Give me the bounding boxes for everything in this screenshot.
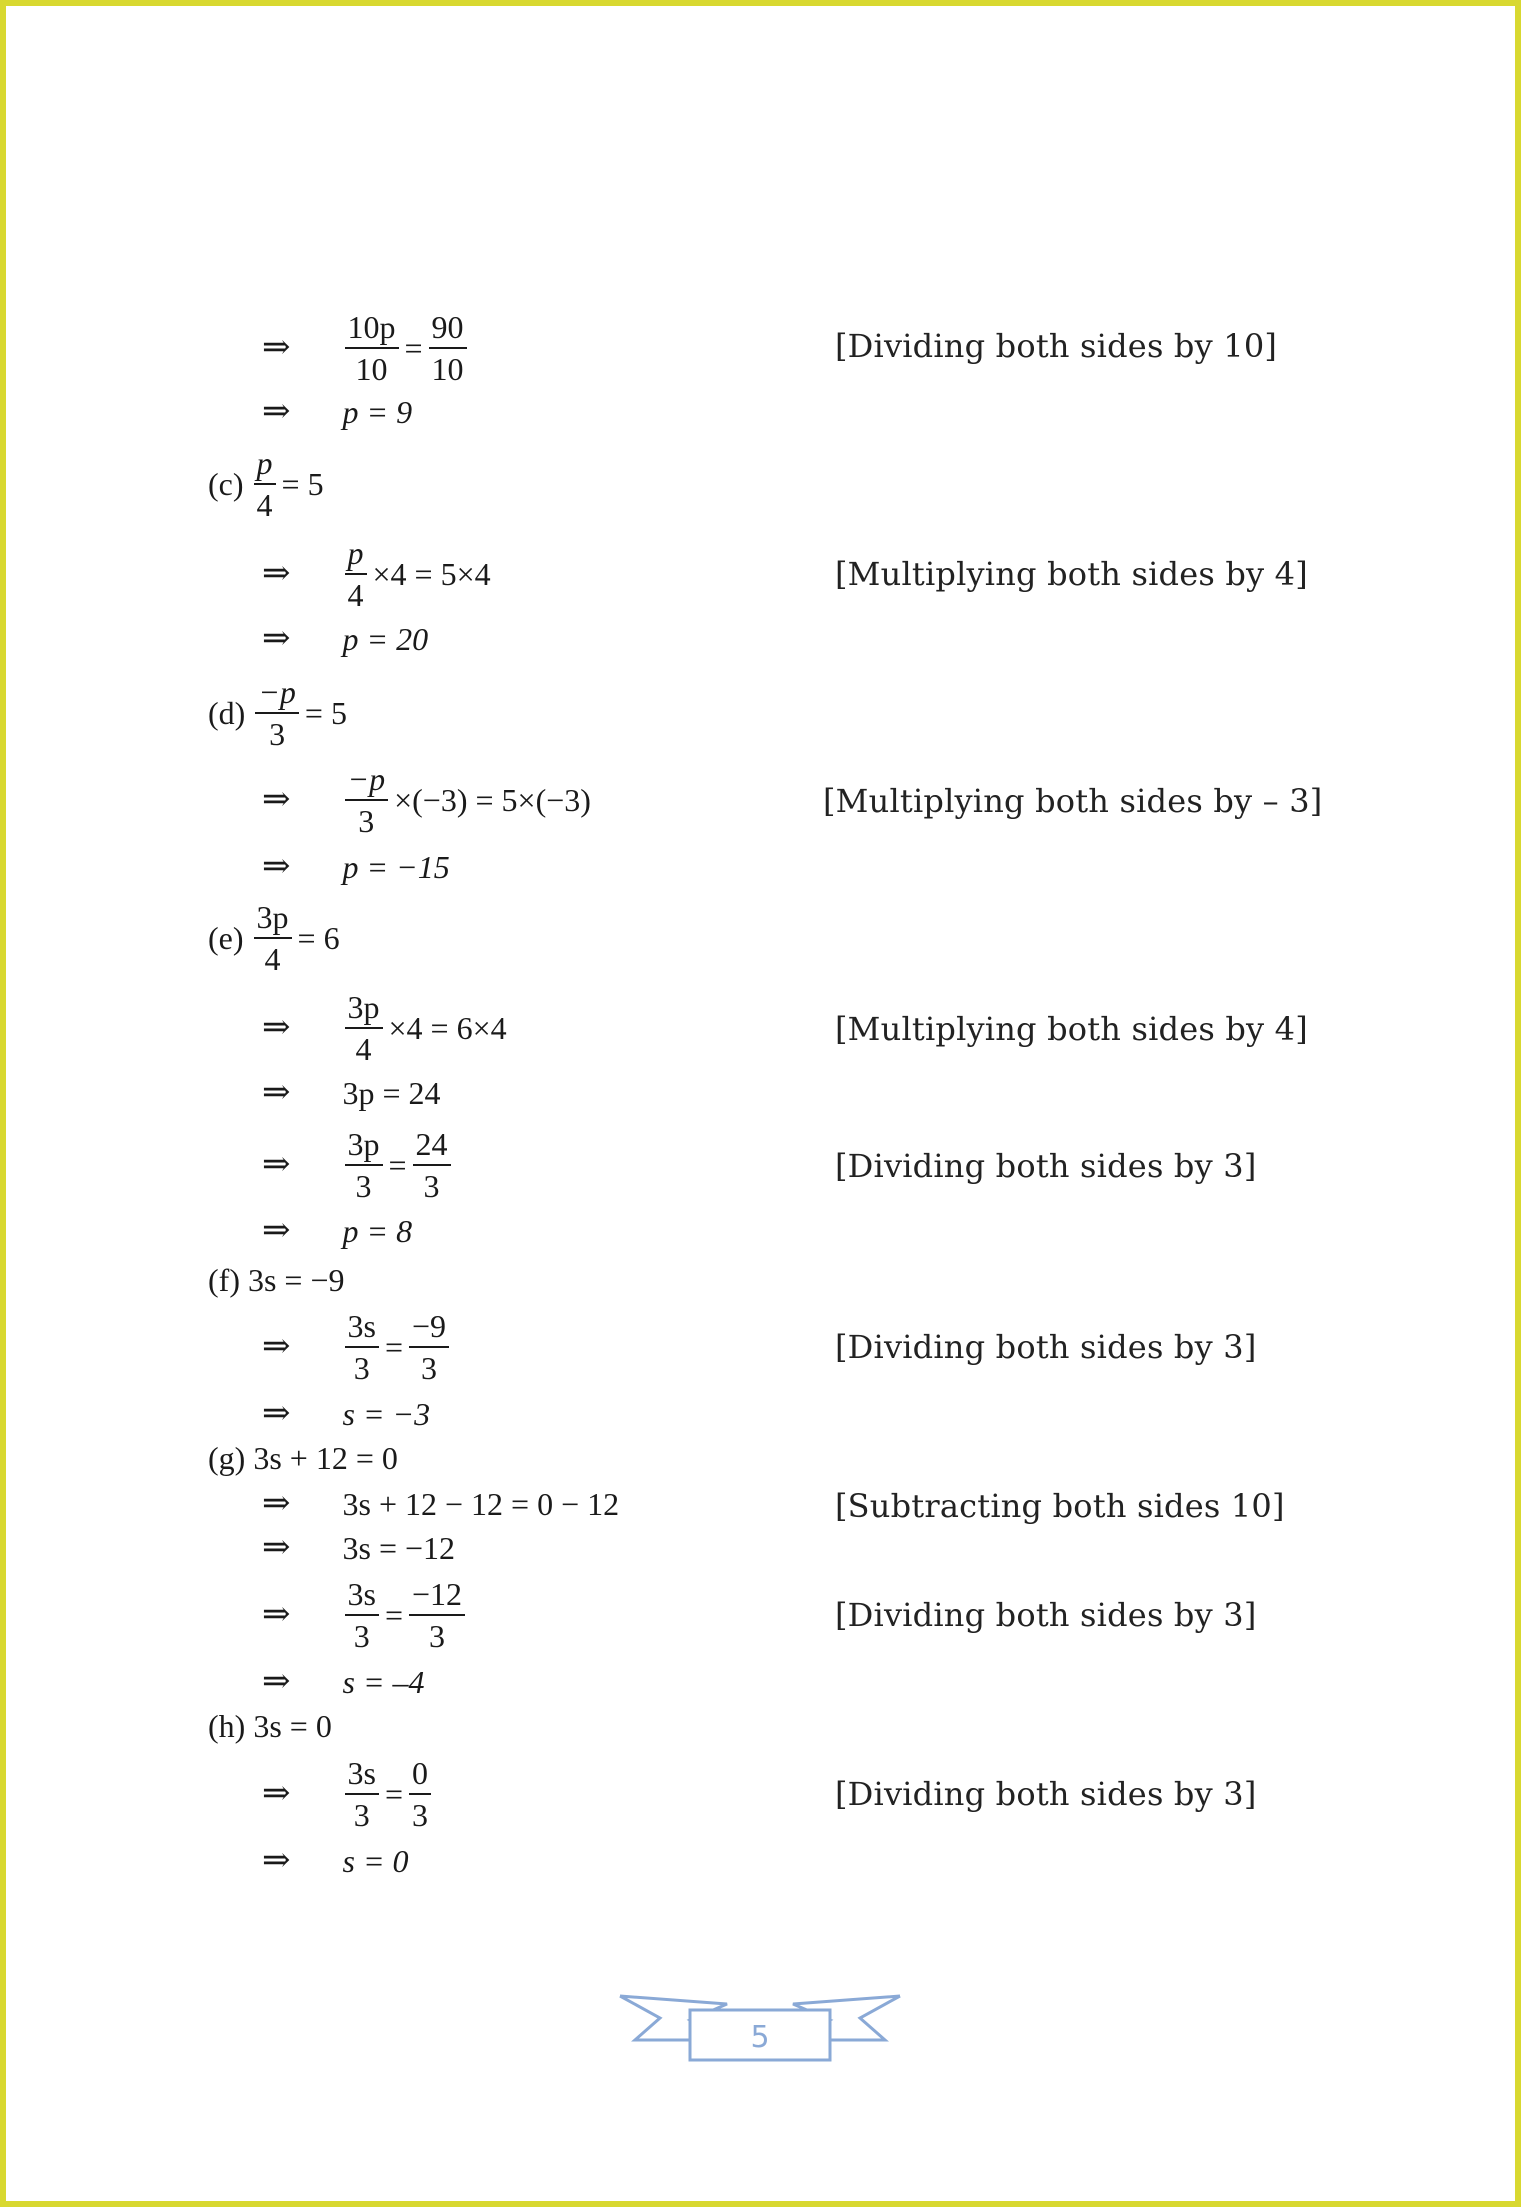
problem-heading [208, 1264, 345, 1296]
page-number: 5 [750, 2020, 770, 2055]
step-note: [Subtracting both sides 10] [835, 1487, 1285, 1525]
fraction [345, 991, 383, 1065]
equation-line [262, 1531, 455, 1565]
fraction [409, 1757, 431, 1831]
equation-line [262, 1754, 433, 1834]
denominator: 4 [347, 577, 364, 613]
step-note: [Dividing both sides by 3] [835, 1596, 1257, 1634]
denominator: 10 [355, 351, 388, 387]
implies-arrow: ⇒ [262, 393, 291, 430]
equation-text: p = 8 [342, 1213, 413, 1249]
fraction [345, 1128, 383, 1202]
numerator: 90 [429, 311, 467, 349]
problem-heading [208, 673, 351, 753]
equation-line [262, 308, 469, 388]
equation-line [262, 1214, 412, 1248]
equals-sign: = [384, 1329, 403, 1365]
equation-line [262, 1125, 453, 1205]
numerator: −p [255, 676, 299, 714]
denominator: 3 [355, 1168, 372, 1204]
equation-line [262, 1575, 467, 1655]
numerator: 3p [254, 901, 292, 939]
problem-heading [208, 1710, 332, 1742]
numerator: −12 [409, 1578, 465, 1616]
denominator: 3 [353, 1618, 370, 1654]
equation-line [262, 1397, 430, 1431]
equation-rest: ×(−3) = 5×(−3) [394, 782, 591, 818]
denominator: 3 [353, 1350, 370, 1386]
fraction [429, 311, 467, 385]
denominator: 4 [355, 1031, 372, 1067]
numerator: −9 [409, 1310, 449, 1348]
implies-arrow: ⇒ [262, 1395, 291, 1432]
equation-text: s = −3 [342, 1396, 431, 1432]
equation-text: p = −15 [342, 849, 450, 885]
equation-line [262, 988, 511, 1068]
implies-arrow: ⇒ [262, 1529, 291, 1566]
denominator: 3 [412, 1797, 428, 1833]
equals-sign: = [384, 1597, 403, 1633]
implies-arrow: ⇒ [262, 1842, 291, 1879]
implies-arrow: ⇒ [262, 620, 291, 657]
implies-arrow: ⇒ [262, 1328, 291, 1365]
equation-line [262, 395, 412, 429]
numerator: 0 [409, 1757, 431, 1795]
denominator: 4 [264, 941, 281, 977]
equation-text: 3s = −12 [342, 1530, 456, 1566]
implies-arrow: ⇒ [262, 1775, 291, 1812]
numerator: p [345, 537, 367, 575]
equation-text: 3s + 12 = 0 [253, 1440, 398, 1476]
problem-heading [208, 898, 344, 978]
numerator: 3s [345, 1578, 379, 1616]
equals-sign: = [384, 1776, 403, 1812]
equation-text: p = 9 [342, 394, 413, 430]
problem-label: (e) [208, 920, 244, 956]
step-note: [Dividing both sides by 3] [835, 1775, 1257, 1813]
fraction [409, 1310, 449, 1384]
implies-arrow: ⇒ [262, 555, 291, 592]
implies-arrow: ⇒ [262, 781, 291, 818]
denominator: 3 [353, 1797, 370, 1833]
problem-label: (f) [208, 1262, 240, 1298]
fraction [345, 1578, 379, 1652]
problem-label: (g) [208, 1440, 246, 1476]
equation-line [262, 1307, 451, 1387]
equation-line [262, 1487, 619, 1521]
denominator: 3 [421, 1350, 438, 1386]
equation-rest: ×4 = 6×4 [388, 1010, 507, 1046]
implies-arrow: ⇒ [262, 1074, 291, 1111]
fraction [254, 901, 292, 975]
numerator: 10p [345, 311, 399, 349]
denominator: 3 [358, 803, 375, 839]
step-note: [Multiplying both sides by 4] [835, 1010, 1308, 1048]
denominator: 3 [269, 716, 286, 752]
numerator: 3s [345, 1310, 379, 1348]
equation-text: s = 0 [342, 1843, 409, 1879]
step-note: [Multiplying both sides by 4] [835, 555, 1308, 593]
step-note: [Multiplying both sides by – 3] [823, 782, 1323, 820]
step-note: [Dividing both sides by 3] [835, 1147, 1257, 1185]
equation-line [262, 534, 495, 614]
problem-label: (h) [208, 1708, 246, 1744]
equation-line [262, 850, 450, 884]
equals-sign: = [388, 1147, 407, 1183]
equation-line [262, 760, 595, 840]
problem-heading [208, 1442, 398, 1474]
equation-line [262, 1076, 441, 1110]
denominator: 3 [429, 1618, 446, 1654]
step-note: [Dividing both sides by 10] [835, 327, 1278, 365]
fraction [345, 1310, 379, 1384]
fraction [345, 1757, 379, 1831]
problem-label: (d) [208, 695, 246, 731]
numerator: −p [345, 763, 389, 801]
equation-rest: = 5 [304, 695, 347, 731]
equation-line [262, 1665, 425, 1699]
equation-line [262, 1844, 409, 1878]
equation-text: p = 20 [342, 621, 429, 657]
fraction [254, 447, 276, 521]
implies-arrow: ⇒ [262, 1212, 291, 1249]
equation-line [262, 622, 428, 656]
fraction [409, 1578, 465, 1652]
problem-heading [208, 444, 328, 524]
implies-arrow: ⇒ [262, 1485, 291, 1522]
numerator: 24 [413, 1128, 451, 1166]
equation-rest: = 6 [297, 920, 340, 956]
fraction [255, 676, 299, 750]
denominator: 4 [256, 487, 273, 523]
numerator: p [254, 447, 276, 485]
equation-text: 3s = 0 [253, 1708, 332, 1744]
step-note: [Dividing both sides by 3] [835, 1328, 1257, 1366]
equation-text: 3s + 12 − 12 = 0 − 12 [342, 1486, 620, 1522]
equation-rest: = 5 [281, 466, 324, 502]
denominator: 10 [431, 351, 464, 387]
implies-arrow: ⇒ [262, 1663, 291, 1700]
numerator: 3p [345, 991, 383, 1029]
fraction [345, 537, 367, 611]
numerator: 3s [345, 1757, 379, 1795]
equation-rest: ×4 = 5×4 [372, 556, 491, 592]
fraction [345, 311, 399, 385]
implies-arrow: ⇒ [262, 1009, 291, 1046]
equation-text: s = –4 [342, 1664, 425, 1700]
fraction [413, 1128, 451, 1202]
numerator: 3p [345, 1128, 383, 1166]
implies-arrow: ⇒ [262, 329, 291, 366]
fraction [345, 763, 389, 837]
implies-arrow: ⇒ [262, 848, 291, 885]
problem-label: (c) [208, 466, 244, 502]
implies-arrow: ⇒ [262, 1596, 291, 1633]
equals-sign: = [404, 330, 423, 366]
equation-text: 3p = 24 [342, 1075, 441, 1111]
denominator: 3 [423, 1168, 440, 1204]
implies-arrow: ⇒ [262, 1146, 291, 1183]
equation-text: 3s = −9 [247, 1262, 345, 1298]
